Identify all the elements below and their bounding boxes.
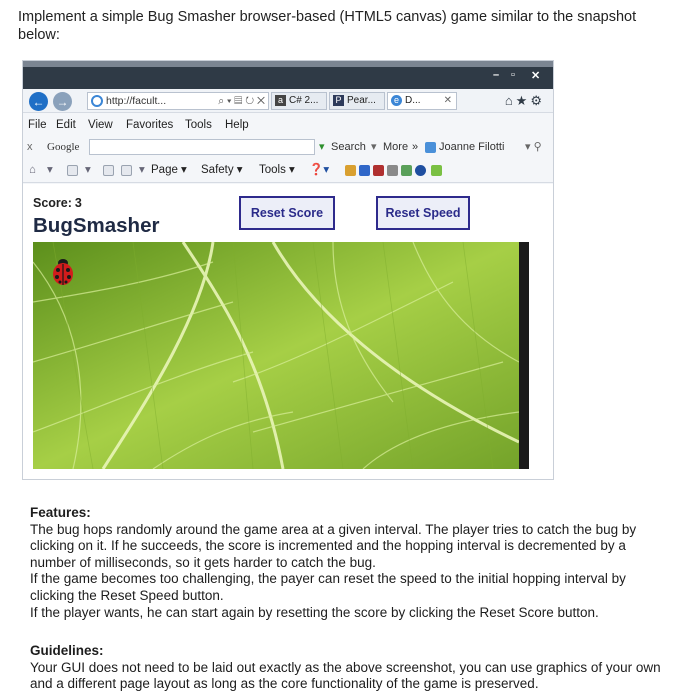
google-search-input[interactable] [89,139,315,155]
forward-icon[interactable]: → [53,92,72,111]
chevron-right-icon: » [412,141,419,153]
score-value: 3 [74,196,82,210]
page-menu[interactable]: Page ▾ [151,164,187,176]
tools-menu[interactable]: Tools ▾ [259,164,295,176]
addon-icon[interactable] [373,165,384,176]
menu-tools[interactable]: Tools [185,119,212,131]
game-title: BugSmasher [33,214,160,237]
user-icon [425,142,436,153]
game-page [23,184,553,480]
score-label: Score: [33,196,72,210]
toolbar-close-icon[interactable]: x [27,141,33,153]
address-text: http://facult... [106,95,167,107]
browser-screenshot [22,60,554,480]
home-icon[interactable]: ⌂ [29,164,36,176]
wrench-icon[interactable]: ▾ ⚲ [525,141,542,153]
tab-pearson[interactable]: P Pear... [329,92,385,110]
features-heading: Features: [30,505,91,520]
addon-icon[interactable] [401,165,412,176]
mail-icon[interactable] [103,165,114,176]
score-display [33,196,82,210]
back-icon[interactable]: ← [29,92,48,111]
game-canvas[interactable] [33,242,529,469]
addon-icon[interactable] [415,165,426,176]
guidelines-text: Your GUI does not need to be laid out exactly as the above screenshot, you can use graphics of your own and a different page layout as long as the core functionality of the game is preserved. [30,659,661,692]
navigation-bar [23,89,553,113]
google-user-link[interactable]: Joanne Filotti [439,141,505,153]
maximize-icon[interactable]: ▫ [511,69,515,81]
close-icon[interactable]: ✕ [531,70,541,82]
tab-csharp[interactable]: a C# 2... [271,92,327,110]
tab-active[interactable]: e D... ✕ [387,92,457,110]
reset-speed-button[interactable]: Reset Speed [376,196,470,230]
assignment-intro: Implement a simple Bug Smasher browser-based (HTML5 canvas) game similar to the snapshot below: [18,9,637,43]
google-search-button[interactable]: Search [331,141,366,153]
google-search-icon[interactable]: ▾ [319,141,325,153]
menu-file[interactable]: File [28,119,47,131]
reset-score-button[interactable]: Reset Score [239,196,335,230]
guidelines-section [30,643,670,693]
chevron-down-icon: ▾ [47,164,53,176]
leaf-background [33,242,519,469]
menu-help[interactable]: Help [225,119,249,131]
chevron-down-icon: ▾ [371,141,377,153]
chevron-down-icon: ▾ [85,164,91,176]
address-tools-icon[interactable]: ⌕ ▾ ▤ ↻ ✕ [218,95,265,107]
print-icon[interactable] [121,165,132,176]
addon-icon[interactable] [387,165,398,176]
chevron-down-icon: ▾ [139,164,145,176]
address-bar[interactable] [87,92,269,110]
window-titlebar [23,61,553,89]
features-text: If the game becomes too challenging, the payer can reset the speed to the initial hopping interval by clicking the Reset Speed button. [30,571,626,603]
features-text: The bug hops randomly around the game area at a given interval. The player tries to catch the bug by clicking on it. If he succeeds, the score is incremented and the hopping interval is decremented by a number of milliseconds, so it gets harder to catch the bug. [30,521,637,570]
help-icon[interactable]: ❓▾ [309,164,330,176]
safety-menu[interactable]: Safety ▾ [201,164,243,176]
menu-view[interactable]: View [88,119,113,131]
menu-edit[interactable]: Edit [56,119,76,131]
home-favorites-settings-icons[interactable]: ⌂★⚙ [504,93,545,108]
guidelines-heading: Guidelines: [30,643,104,658]
addon-icon[interactable] [345,165,356,176]
menu-bar [23,114,553,136]
addon-icon[interactable] [359,165,370,176]
features-section [30,505,670,621]
ie-logo-icon [91,95,103,107]
addon-icon[interactable] [431,165,442,176]
google-toolbar [23,136,553,158]
ladybug-icon[interactable] [51,258,75,286]
features-text: If the player wants, he can start again by resetting the score by clicking the Reset Score button. [30,604,599,620]
google-label: Google [47,141,80,153]
feeds-icon[interactable] [67,165,78,176]
command-bar [23,158,553,183]
tab-close-icon[interactable]: ✕ [443,95,452,106]
menu-favorites[interactable]: Favorites [126,119,174,131]
google-more-link[interactable]: More [383,141,409,153]
minimize-icon[interactable]: – [493,69,500,81]
